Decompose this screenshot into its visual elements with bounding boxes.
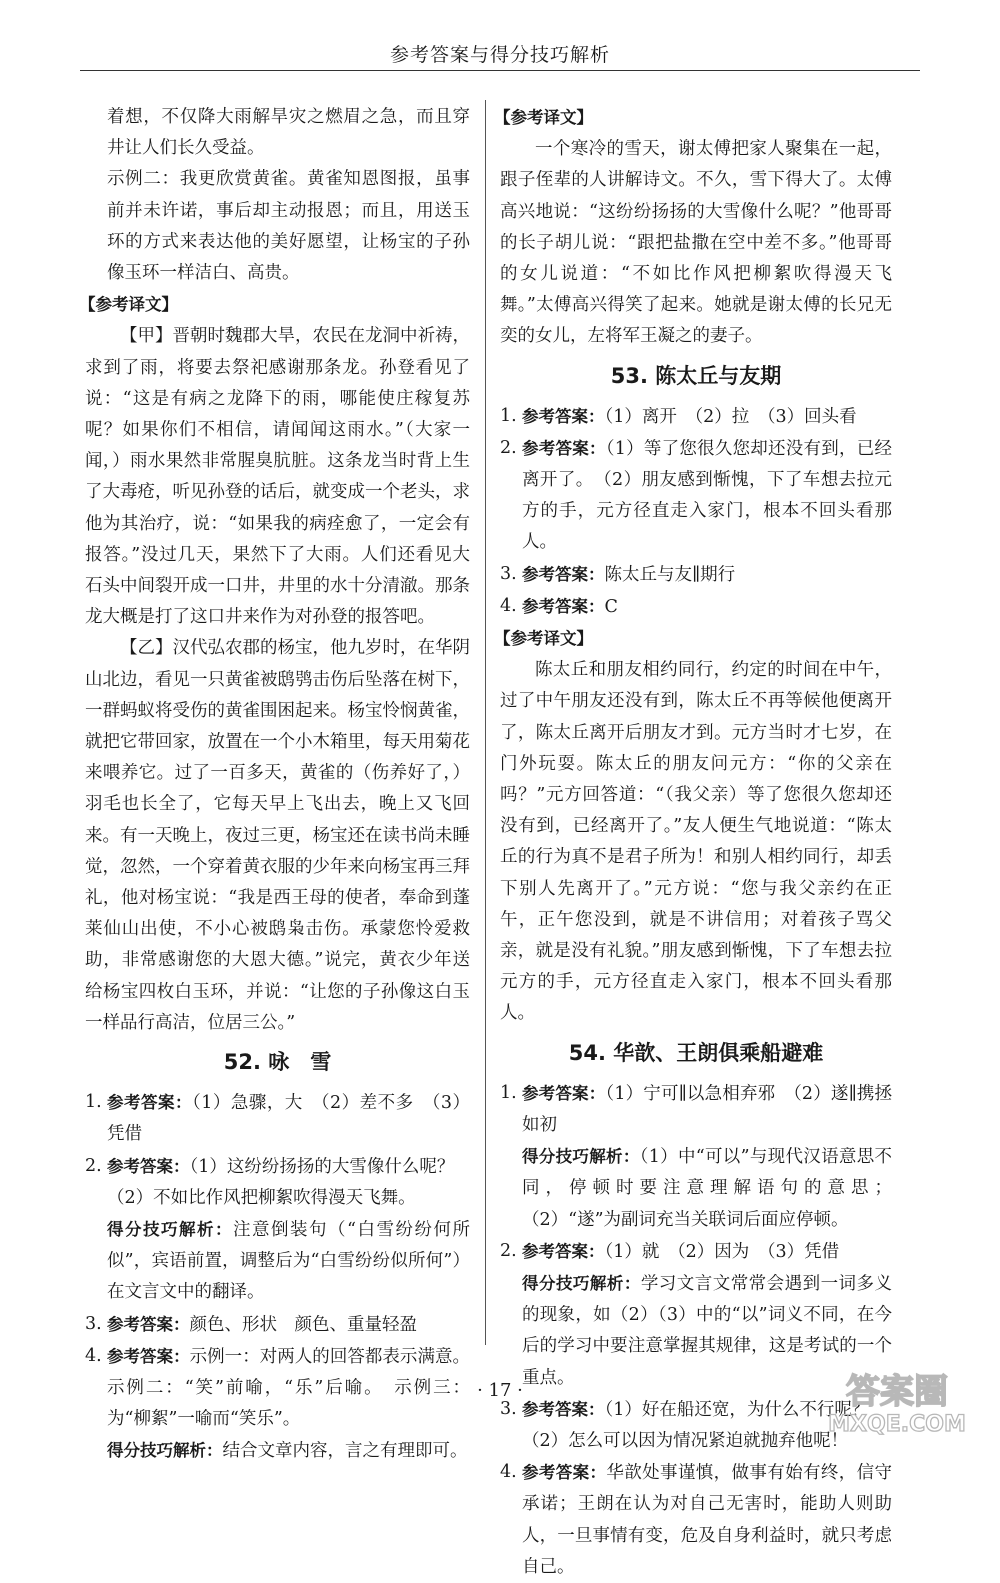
s52-item-2: 2. 参考答案：（1）这纷纷扬扬的大雪像什么呢？ （2）不如比作风把柳絮吹得漫天飞舞。 得分技巧解析：注意倒装句（“白雪纷纷何所似”，宾语前置，调整后为“白雪纷纷似所何”）在文言文中的翻译。: [85, 1155, 471, 1303]
watermark-logo: [812, 1365, 982, 1437]
translation-paragraph-jia: 【甲】晋朝时魏郡大旱，农民在龙洞中祈祷，求到了雨，将要去祭祀感谢那条龙。孙登看见了说：“这是有病之龙降下的雨，哪能使庄稼复苏呢？如果你们不相信，请闻闻这雨水。”（大家一闻，）雨水果然非常腥臭肮脏。这条龙当时背上生了大毒疮，听见孙登的话后，就变成一个老头，求他为其治疗，说：“如果我的病痊愈了，一定会有报答。”没过几天，果然下了大雨。人们还看见大石头中间裂开成一口井，井里的水十分清澈。那条龙大概是打了这口井来作为对孙登的报答吧。: [85, 326, 470, 628]
page-number: · 17 ·: [477, 1380, 523, 1401]
s53-item-4: 4. 参考答案：C: [500, 595, 618, 617]
header-rule: [80, 70, 920, 71]
column-divider: [485, 100, 486, 1345]
translation-heading: 【参考译文】: [79, 295, 178, 315]
example-two: 示例二：我更欣赏黄雀。黄雀知恩图报，虽事前并未许诺，事后却主动报恩；而且，用送玉环的方式来表达他的美好愿望，让杨宝的子孙像玉环一样洁白、高贵。: [107, 169, 470, 284]
s52-item-3: 3. 参考答案：颜色、形状 颜色、重量轻盈: [85, 1313, 417, 1335]
s53-item-2: 2. 参考答案：（1）等了您很久您却还没有到，已经离开了。 （2）朋友感到惭愧，下了车想去拉元方的手，元方径直走入家门，根本不回头看那人。: [500, 437, 892, 553]
translation-heading: 【参考译文】: [494, 629, 593, 649]
right-column: [494, 102, 893, 1583]
section-54-title: 54. 华歆、王朗俱乘船避难: [568, 1040, 824, 1065]
watermark-top-text: 答案圈: [846, 1372, 948, 1412]
s54-item-1: 1. 参考答案：（1）宁可∥以急相弃邪 （2）遂∥携拯如初 得分技巧解析：（1）中“可以”与现代汉语意思不同，停顿时要注意理解语句的意思；（2）“遂”为副词充当关联词后面应停顿。: [500, 1082, 893, 1230]
continued-answer: 着想，不仅降大雨解旱灾之燃眉之急，而且穿井让人们长久受益。: [107, 107, 470, 159]
running-header: 参考答案与得分技巧解析: [389, 44, 610, 66]
translation-paragraph-53: 陈太丘和朋友相约同行，约定的时间在中午，过了中午朋友还没有到，陈太丘不再等候他便离开了，陈太丘离开后朋友才到。元方当时才七岁，在门外玩耍。陈太丘的朋友问元方：“你的父亲在吗？”元方回答道：“（我父亲）等了您很久您却还没有到，已经离开了。”友人便生气地说道：“陈太丘的行为真不是君子所为！和别人相约同行，却丢下别人先离开了。”元方说：“您与我父亲约在正午，正午您没到，就是不讲信用；对着孩子骂父亲，就是没有礼貌。”朋友感到惭愧，下了车想去拉元方的手，元方径直走入家门，根本不回头看那人。: [500, 660, 892, 1024]
s54-item-3: 3. 参考答案：（1）好在船还宽，为什么不行呢？ （2）怎么可以因为情况紧迫就抛弃他呢！: [500, 1398, 870, 1451]
s53-item-1: 1. 参考答案：（1）离开 （2）拉 （3）回头看: [500, 405, 857, 427]
s52-item-4: 4. 参考答案：示例一：对两人的回答都表示满意。示例二：“笑”前喻，“乐”后喻。 示例三：为“柳絮”一喻而“笑乐”。 得分技巧解析：结合文章内容，言之有理即可。: [85, 1345, 470, 1462]
left-column: [79, 102, 471, 1468]
s54-item-2: 2. 参考答案：（1）就 （2）因为 （3）凭借 得分技巧解析：学习文言文常常会遇到一词多义的现象，如（2）（3）中的“以”词义不同，在今后的学习中要注意掌握其规律，这是考试的一个重点。: [500, 1240, 893, 1388]
section-52-title: 52. 咏 雪: [223, 1050, 332, 1075]
translation-paragraph-yi: 【乙】汉代弘农郡的杨宝，他九岁时，在华阴山北边，看见一只黄雀被鸱鸮击伤后坠落在树下，一群蚂蚁将受伤的黄雀围困起来。杨宝怜悯黄雀，就把它带回家，放置在一个小木箱里，每天用菊花来喂养它。过了一百多天，黄雀的（伤养好了，）羽毛也长全了，它每天早上飞出去，晚上又飞回来。有一天晚上，夜过三更，杨宝还在读书尚未睡觉，忽然，一个穿着黄衣服的少年来向杨宝再三拜礼，他对杨宝说：“我是西王母的使者，奉命到蓬莱仙山出使，不小心被鸱枭击伤。承蒙您怜爱救助，非常感谢您的大恩大德。”说完，黄衣少年送给杨宝四枚白玉环，并说：“让您的子孙像这白玉一样品行高洁，位居三公。”: [85, 638, 470, 1033]
translation-paragraph-52: 一个寒冷的雪天，谢太傅把家人聚集在一起，跟子侄辈的人讲解诗文。不久，雪下得大了。太傅高兴地说：“这纷纷扬扬的大雪像什么呢？”他哥哥的长子胡儿说：“跟把盐撒在空中差不多。”他哥哥的女儿说道：“不如比作风把柳絮吹得漫天飞舞。”太傅高兴得笑了起来。她就是谢太傅的长兄无奕的女儿，左将军王凝之的妻子。: [500, 139, 892, 347]
section-53-title: 53. 陈太丘与友期: [610, 363, 782, 388]
s54-item-4: 4. 参考答案：华歆处事谨慎，做事有始有终，信守承诺；王朗在认为对自己无害时，能助人则助人，一旦事情有变，危及自身利益时，就只考虑自己。: [500, 1462, 892, 1577]
translation-heading: 【参考译文】: [494, 108, 593, 127]
s53-item-3: 3. 参考答案：陈太丘与友∥期行: [500, 563, 736, 585]
watermark-bottom-text: MXQE.COM: [828, 1412, 966, 1437]
s52-item-1: 1. 参考答案：（1）急骤，大 （2）差不多 （3）凭借: [85, 1092, 470, 1145]
